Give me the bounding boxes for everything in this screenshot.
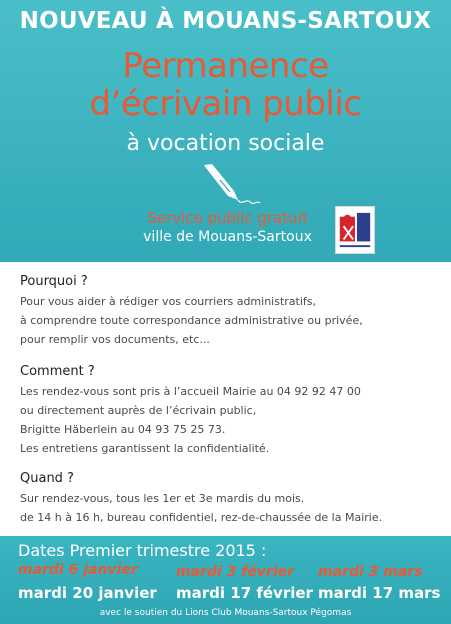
- service-public-label: Service public gratuit: [147, 209, 308, 227]
- section-line: Pour vous aider à rédiger vos courriers administratifs,: [20, 295, 317, 308]
- fountain-pen-icon: [198, 162, 262, 212]
- section-line: pour remplir vos documents, etc...: [20, 333, 210, 346]
- section-line: Sur rendez-vous, tous les 1er et 3e mardis du mois.: [20, 492, 305, 505]
- section-heading: Comment ?: [20, 364, 95, 379]
- headline: NOUVEAU À MOUANS-SARTOUX: [19, 8, 432, 34]
- title-line-1: Permanence: [122, 46, 329, 86]
- date-item: mardi 3 mars: [318, 564, 423, 580]
- soutien-label: avec le soutien du Lions Club Mouans-Sartoux Pégomas: [99, 608, 352, 618]
- section-line: Brigitte Häberlein au 04 93 75 25 73.: [20, 423, 226, 436]
- date-item: mardi 6 janvier: [18, 562, 138, 578]
- section-line: Les entretiens garantissent la confidentialité.: [20, 442, 270, 455]
- section-line: ou directement auprès de l’écrivain public,: [20, 404, 257, 417]
- section-heading: Pourquoi ?: [20, 274, 88, 289]
- ville-label: ville de Mouans-Sartoux: [143, 229, 312, 245]
- section-heading: Quand ?: [20, 471, 74, 486]
- section-line: à comprendre toute correspondance administrative ou privée,: [20, 314, 363, 327]
- date-item: mardi 3 février: [176, 564, 295, 580]
- date-item: mardi 20 janvier: [18, 584, 157, 602]
- date-item: mardi 17 mars: [318, 584, 441, 602]
- mouans-sartoux-logo: [335, 206, 375, 254]
- title-line-2: d’écrivain public: [89, 84, 362, 124]
- section-line: Les rendez-vous sont pris à l’accueil Mairie au 04 92 92 47 00: [20, 385, 361, 398]
- date-item: mardi 17 février: [176, 584, 313, 602]
- section-comment: [20, 362, 440, 458]
- section-pourquoi: [20, 272, 440, 349]
- section-line: de 14 h à 16 h, bureau confidentiel, rez-de-chaussée de la Mairie.: [20, 511, 383, 524]
- subtitle: à vocation sociale: [126, 131, 325, 156]
- dates-title: Dates Premier trimestre 2015 :: [18, 541, 267, 560]
- section-quand: [20, 469, 440, 527]
- dates-band: [0, 536, 451, 624]
- header-band: [0, 0, 451, 262]
